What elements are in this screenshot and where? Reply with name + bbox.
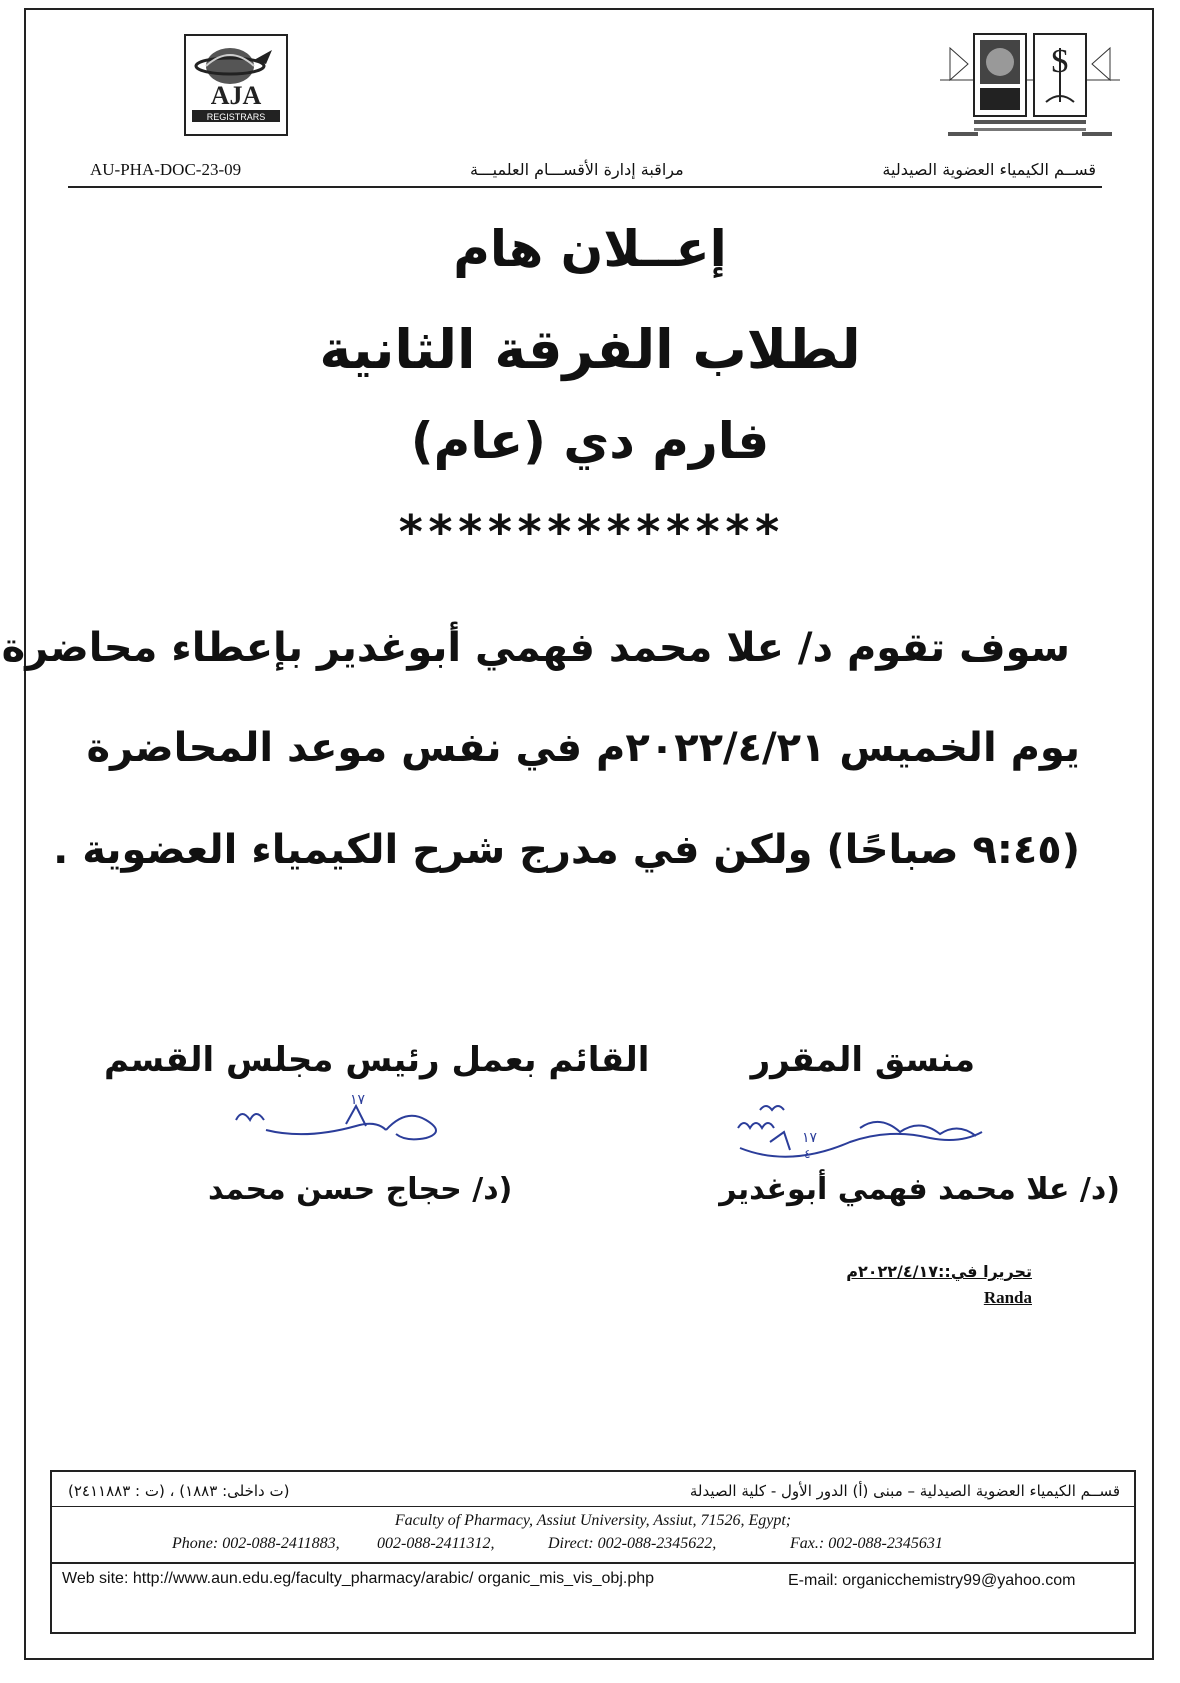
footer-fax: Fax.: 002-088-2345631 — [790, 1535, 943, 1552]
footer-phone-1: Phone: 002-088-2411883, — [172, 1535, 340, 1552]
department-head-signature — [226, 1090, 466, 1162]
audience-title: لطلاب الفرقة الثانية — [319, 318, 861, 381]
aja-logo-text: AJA — [210, 81, 262, 110]
footer-address-english: Faculty of Pharmacy, Assiut University, Assiut, 71526, Egypt; — [394, 1512, 792, 1529]
svg-text:١٧: ١٧ — [802, 1130, 818, 1146]
issue-date: تحريرا في::٢٠٢٢/٤/١٧م — [846, 1262, 1032, 1281]
footer-phones-arabic: (ت داخلى: ١٨٨٣) ، (ت : ٢٤١١٨٨٣) — [68, 1482, 290, 1500]
body-line-1: سوف تقوم د/ علا محمد فهمي أبوغدير بإعطاء محاضرة — [1, 625, 1070, 671]
footer-direct-phone: Direct: 002-088-2345622, — [548, 1535, 717, 1552]
body-line-2: يوم الخميس ٢٠٢٢/٤/٢١م في نفس موعد المحاضرة — [86, 725, 1080, 771]
document-code: AU-PHA-DOC-23-09 — [90, 160, 242, 179]
svg-text:٤: ٤ — [804, 1147, 811, 1161]
aja-registrars-logo — [184, 34, 288, 136]
department-head-name: (د/ حجاج حسن محمد — [208, 1172, 513, 1207]
header-divider — [68, 186, 1102, 188]
stars-separator: ************* — [396, 505, 784, 559]
footer-box — [50, 1470, 1136, 1634]
announcement-title: إعــلان هام — [453, 220, 727, 278]
oversight-label: مراقبة إدارة الأقســـام العلميـــة — [470, 160, 684, 179]
author-initials: Randa — [983, 1288, 1032, 1307]
coordinator-name: (د/ علا محمد فهمي أبوغدير — [719, 1172, 1120, 1207]
university-logo — [940, 28, 1120, 140]
coordinator-title: منسق المقرر — [750, 1040, 975, 1080]
svg-text:S: S — [1050, 43, 1070, 80]
footer-website: Web site: http://www.aun.edu.eg/faculty_pharmacy/arabic/ organic_mis_vis_obj.php — [62, 1570, 655, 1587]
footer-divider — [52, 1506, 1134, 1507]
footer-phone-2: 002-088-2411312, — [377, 1535, 495, 1552]
program-title: فارم دي (عام) — [410, 412, 770, 470]
footer-divider-2 — [52, 1562, 1134, 1564]
svg-text:١٧: ١٧ — [350, 1092, 366, 1108]
department-head-title: القائم بعمل رئيس مجلس القسم — [104, 1040, 650, 1080]
aja-logo-subtext: REGISTRARS — [206, 112, 266, 122]
footer-email: E-mail: organicchemistry99@yahoo.com — [788, 1572, 1076, 1589]
department-label: قســم الكيمياء العضوية الصيدلية — [882, 160, 1096, 179]
body-line-3: (٩:٤٥ صباحًا) ولكن في مدرج شرح الكيمياء العضوية . — [53, 827, 1080, 873]
coordinator-signature — [730, 1098, 990, 1170]
footer-address-arabic: قســم الكيمياء العضوية الصيدلية – مبنى (أ) الدور الأول - كلية الصيدلة — [689, 1482, 1120, 1500]
